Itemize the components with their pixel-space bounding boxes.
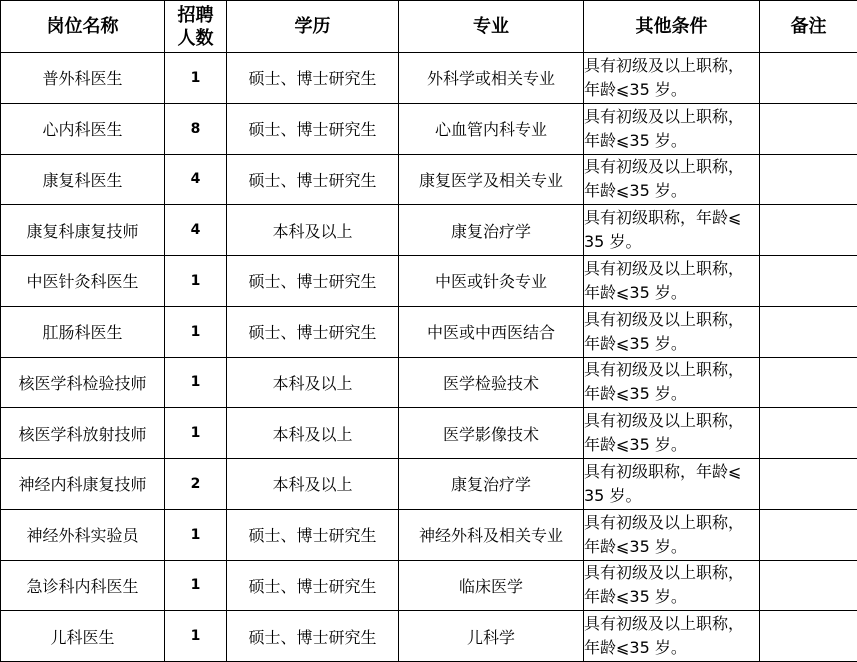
table-row — [1, 53, 857, 104]
cond-line2: 年龄⩽35 岁。 — [584, 636, 759, 660]
cell-position: 核医学科检验技师 — [1, 357, 165, 408]
cell-major: 康复治疗学 — [399, 205, 584, 256]
cell-education: 硕士、博士研究生 — [227, 306, 399, 357]
table-row — [1, 103, 857, 154]
cell-count: 1 — [165, 256, 227, 307]
header-count — [165, 1, 227, 53]
cell-major: 儿科学 — [399, 611, 584, 662]
cond-line1: 具有初级及以上职称， — [584, 561, 759, 585]
cond-line2: 35 岁。 — [584, 484, 759, 508]
cell-count: 1 — [165, 611, 227, 662]
cell-education: 硕士、博士研究生 — [227, 53, 399, 104]
cell-remarks — [760, 408, 857, 459]
cell-education: 硕士、博士研究生 — [227, 560, 399, 611]
cell-education: 本科及以上 — [227, 459, 399, 510]
cell-remarks — [760, 205, 857, 256]
cell-position: 核医学科放射技师 — [1, 408, 165, 459]
cell-count: 1 — [165, 560, 227, 611]
cell-remarks — [760, 560, 857, 611]
cell-major: 外科学或相关专业 — [399, 53, 584, 104]
cell-major: 心血管内科专业 — [399, 103, 584, 154]
cond-line1: 具有初级及以上职称， — [584, 155, 759, 179]
cell-conditions — [584, 205, 760, 256]
cond-line1: 具有初级及以上职称， — [584, 257, 759, 281]
cell-position: 中医针灸科医生 — [1, 256, 165, 307]
cell-count: 4 — [165, 205, 227, 256]
cell-education: 硕士、博士研究生 — [227, 154, 399, 205]
cond-line2: 年龄⩽35 岁。 — [584, 382, 759, 406]
cond-line1: 具有初级及以上职称， — [584, 358, 759, 382]
cell-conditions — [584, 408, 760, 459]
cell-count: 1 — [165, 408, 227, 459]
cond-line2: 年龄⩽35 岁。 — [584, 129, 759, 153]
cell-position: 神经外科实验员 — [1, 509, 165, 560]
cell-major: 中医或中西医结合 — [399, 306, 584, 357]
cell-position: 神经内科康复技师 — [1, 459, 165, 510]
cell-count: 8 — [165, 103, 227, 154]
cell-remarks — [760, 611, 857, 662]
cell-major: 康复治疗学 — [399, 459, 584, 510]
cell-remarks — [760, 53, 857, 104]
cell-major: 医学影像技术 — [399, 408, 584, 459]
cond-line1: 具有初级及以上职称， — [584, 511, 759, 535]
cell-remarks — [760, 103, 857, 154]
cell-remarks — [760, 357, 857, 408]
cell-conditions — [584, 103, 760, 154]
cond-line2: 年龄⩽35 岁。 — [584, 78, 759, 102]
header-count-line1: 招聘 — [165, 4, 226, 27]
cell-count: 4 — [165, 154, 227, 205]
cond-line2: 年龄⩽35 岁。 — [584, 281, 759, 305]
cell-remarks — [760, 459, 857, 510]
table-row — [1, 205, 857, 256]
cond-line2: 年龄⩽35 岁。 — [584, 535, 759, 559]
cell-education: 本科及以上 — [227, 205, 399, 256]
cond-line2: 年龄⩽35 岁。 — [584, 433, 759, 457]
cell-remarks — [760, 509, 857, 560]
cond-line1: 具有初级职称，年龄⩽ — [584, 206, 759, 230]
cond-line1: 具有初级及以上职称， — [584, 308, 759, 332]
cell-major: 神经外科及相关专业 — [399, 509, 584, 560]
cell-major: 临床医学 — [399, 560, 584, 611]
cond-line2: 35 岁。 — [584, 230, 759, 254]
cell-position: 康复科医生 — [1, 154, 165, 205]
cell-conditions — [584, 306, 760, 357]
cell-count: 2 — [165, 459, 227, 510]
cell-conditions — [584, 357, 760, 408]
cell-education: 本科及以上 — [227, 408, 399, 459]
cell-position: 肛肠科医生 — [1, 306, 165, 357]
table-row — [1, 560, 857, 611]
cond-line2: 年龄⩽35 岁。 — [584, 585, 759, 609]
cond-line1: 具有初级及以上职称， — [584, 105, 759, 129]
cell-count: 1 — [165, 357, 227, 408]
header-remarks: 备注 — [760, 1, 857, 53]
table-row — [1, 256, 857, 307]
cell-education: 本科及以上 — [227, 357, 399, 408]
cell-conditions — [584, 509, 760, 560]
table-body — [1, 53, 857, 662]
table-row — [1, 459, 857, 510]
cell-position: 急诊科内科医生 — [1, 560, 165, 611]
cell-education: 硕士、博士研究生 — [227, 509, 399, 560]
cell-count: 1 — [165, 53, 227, 104]
cell-position: 普外科医生 — [1, 53, 165, 104]
header-major: 专业 — [399, 1, 584, 53]
cell-position: 康复科康复技师 — [1, 205, 165, 256]
table-row — [1, 357, 857, 408]
cond-line1: 具有初级职称，年龄⩽ — [584, 460, 759, 484]
cell-conditions — [584, 53, 760, 104]
cond-line2: 年龄⩽35 岁。 — [584, 179, 759, 203]
cell-count: 1 — [165, 306, 227, 357]
header-conditions: 其他条件 — [584, 1, 760, 53]
cell-count: 1 — [165, 509, 227, 560]
cell-remarks — [760, 306, 857, 357]
cond-line1: 具有初级及以上职称， — [584, 612, 759, 636]
table-row — [1, 611, 857, 662]
table-header-row — [1, 1, 857, 53]
cell-position: 心内科医生 — [1, 103, 165, 154]
cell-education: 硕士、博士研究生 — [227, 103, 399, 154]
cell-conditions — [584, 611, 760, 662]
cell-major: 中医或针灸专业 — [399, 256, 584, 307]
cell-conditions — [584, 154, 760, 205]
header-education: 学历 — [227, 1, 399, 53]
cell-major: 康复医学及相关专业 — [399, 154, 584, 205]
table-row — [1, 509, 857, 560]
table-row — [1, 306, 857, 357]
cond-line1: 具有初级及以上职称， — [584, 54, 759, 78]
table-row — [1, 408, 857, 459]
header-count-line2: 人数 — [165, 27, 226, 50]
cond-line1: 具有初级及以上职称， — [584, 409, 759, 433]
cell-position: 儿科医生 — [1, 611, 165, 662]
cell-education: 硕士、博士研究生 — [227, 611, 399, 662]
cell-education: 硕士、博士研究生 — [227, 256, 399, 307]
cell-remarks — [760, 256, 857, 307]
cell-conditions — [584, 560, 760, 611]
cell-major: 医学检验技术 — [399, 357, 584, 408]
cond-line2: 年龄⩽35 岁。 — [584, 332, 759, 356]
cell-conditions — [584, 459, 760, 510]
cell-conditions — [584, 256, 760, 307]
header-position: 岗位名称 — [1, 1, 165, 53]
cell-remarks — [760, 154, 857, 205]
table-row — [1, 154, 857, 205]
